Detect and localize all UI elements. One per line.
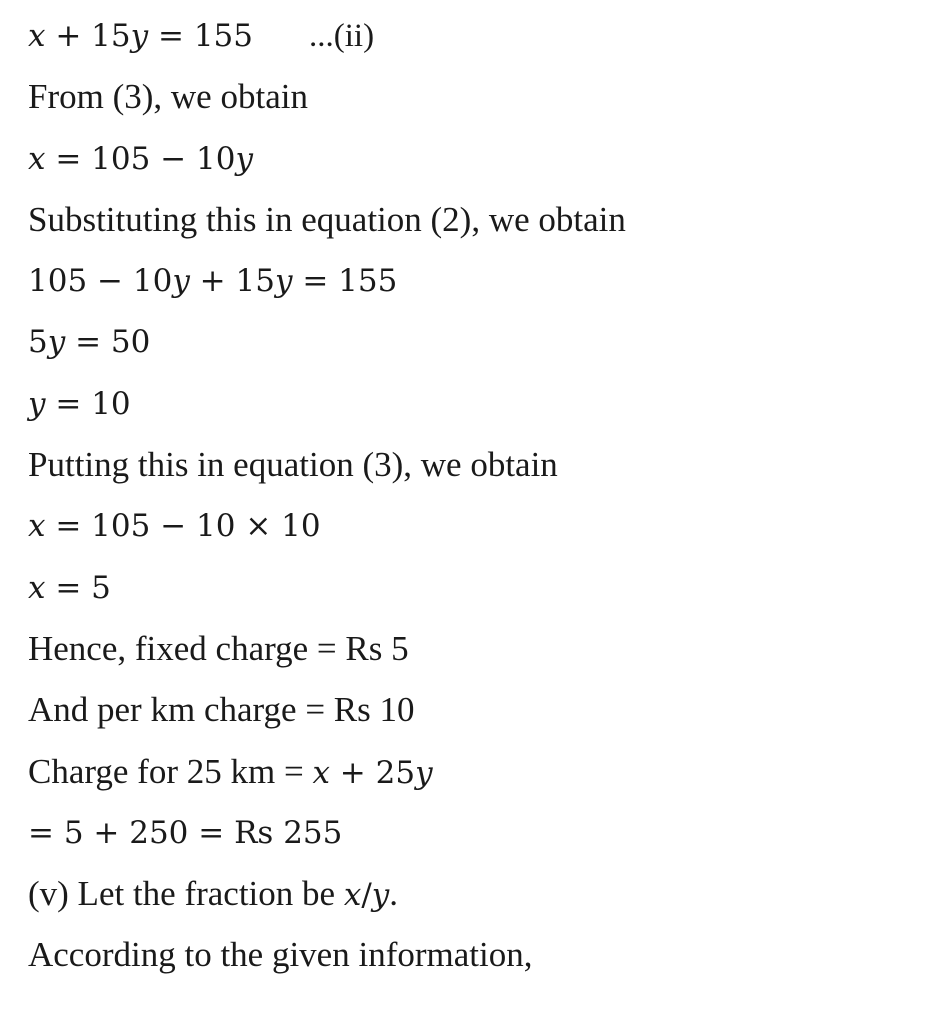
text-segment: 5 [28, 324, 48, 361]
text-segment: = 155 [292, 263, 398, 300]
math-variable: y [415, 754, 433, 791]
math-variable: x [312, 754, 330, 791]
text-line [28, 625, 928, 686]
math-variable: x [28, 140, 46, 177]
text-line [28, 135, 928, 196]
text-segment: . [389, 874, 399, 914]
text-segment: (v) Let the fraction be [28, 874, 344, 914]
text-segment: = 10 [45, 385, 131, 422]
text-line [28, 564, 928, 625]
text-segment: = 105 − 10 [45, 140, 236, 177]
text-line [28, 73, 928, 134]
text-line [28, 441, 928, 502]
math-variable: y [371, 877, 390, 914]
solution-text [28, 12, 928, 993]
math-variable: y [274, 263, 293, 300]
math-variable: y [172, 263, 190, 300]
text-segment: + 25 [329, 754, 416, 791]
text-segment: = 5 [45, 569, 111, 606]
text-line [28, 809, 928, 870]
text-line [28, 502, 928, 563]
text-line [28, 12, 928, 73]
text-segment: = 50 [65, 324, 151, 361]
text-line [28, 870, 928, 931]
text-segment: = 105 − 10 × 10 [45, 508, 321, 545]
math-variable: y [130, 18, 149, 54]
text-segment: = 155 [148, 18, 253, 54]
text-segment: + 15 [189, 263, 275, 300]
math-variable: y [235, 140, 253, 177]
text-segment: 105 − 10 [28, 263, 173, 300]
math-variable: y [28, 385, 46, 422]
text-segment: / [361, 877, 372, 914]
text-segment: From (3), we obtain [28, 77, 308, 117]
text-line [28, 931, 928, 992]
text-line [28, 748, 928, 809]
text-line [28, 318, 928, 379]
text-segment: Hence, fixed charge = Rs 5 [28, 628, 409, 668]
text-line [28, 686, 928, 747]
text-segment: Substituting this in equation (2), we obtain [28, 199, 626, 239]
text-segment: Charge for 25 km = [28, 751, 313, 791]
math-variable: x [343, 877, 362, 914]
text-segment: + 15 [45, 18, 131, 54]
math-variable: x [28, 569, 46, 606]
text-line [28, 196, 928, 257]
math-variable: y [47, 324, 66, 361]
text-segment: = 5 + 250 = Rs 255 [28, 814, 343, 851]
text-line [28, 257, 928, 318]
text-segment: According to the given information, [28, 935, 533, 975]
equation-tag: ...(ii) [309, 18, 375, 54]
math-variable: x [28, 508, 46, 545]
math-variable: x [28, 18, 46, 54]
text-segment: Putting this in equation (3), we obtain [28, 445, 558, 485]
text-line [28, 380, 928, 441]
text-segment: And per km charge = Rs 10 [28, 690, 415, 730]
